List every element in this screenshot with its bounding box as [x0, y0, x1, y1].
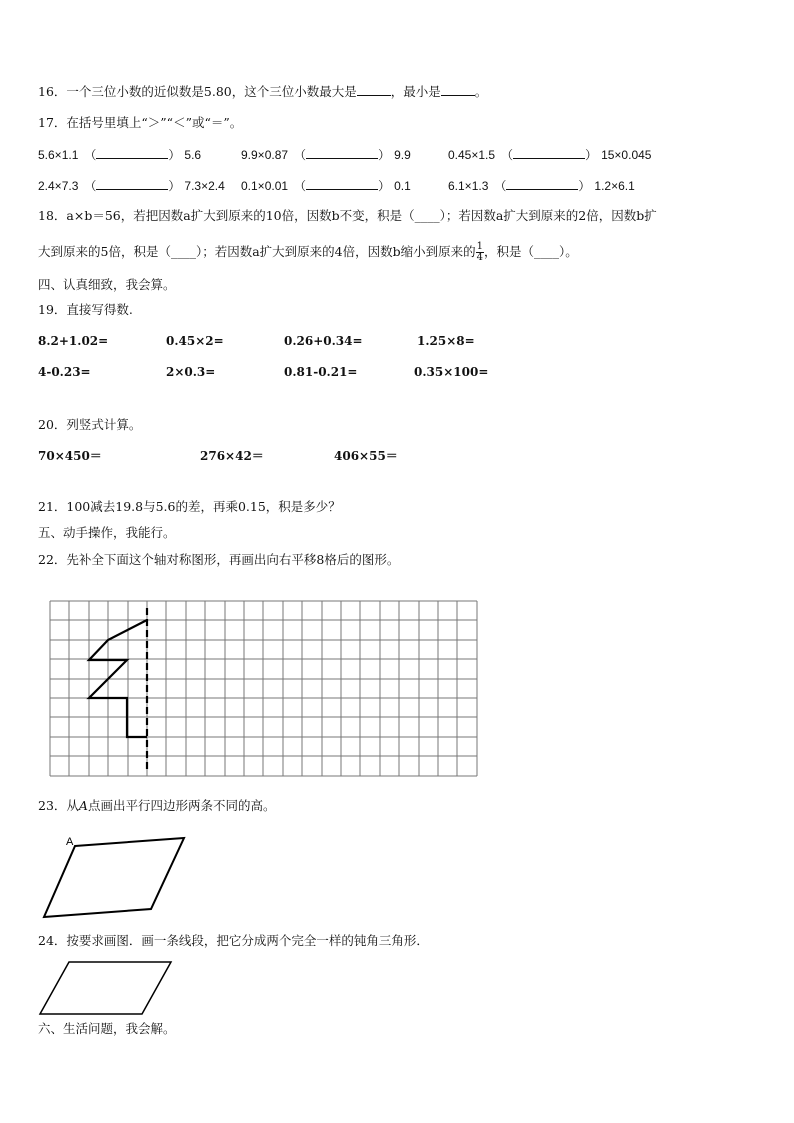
q19-item: 4-0.23=	[38, 365, 91, 379]
section-6-heading: 六、生活问题，我会解。	[38, 1021, 176, 1036]
right-expression: 0.1	[394, 179, 411, 193]
section-5-heading: 五、动手操作，我能行。	[38, 525, 176, 540]
q20-item: 406×55＝	[334, 449, 398, 463]
q19-item: 0.35×100=	[414, 365, 489, 379]
q20-item: 276×42＝	[200, 449, 264, 463]
question-24: 24．按要求画图．画一条线段，把它分成两个完全一样的钝角三角形．	[38, 933, 429, 948]
open-paren: （	[501, 148, 514, 162]
fraction-denominator: 4	[476, 252, 483, 263]
right-expression: 15×0.045	[601, 148, 652, 162]
right-expression: 9.9	[394, 148, 411, 162]
question-17-title: 17．在括号里填上“＞”“＜”或“＝”。	[38, 115, 243, 130]
q19-item: 1.25×8=	[417, 334, 475, 348]
left-expression: 0.1×0.01	[241, 179, 289, 193]
close-paren: ）	[378, 179, 391, 193]
q19-item: 0.26+0.34=	[284, 334, 363, 348]
close-paren: ）	[168, 148, 181, 162]
question-18-line1: 18．a×b＝56，若把因数a扩大到原来的10倍，因数b不变，积是（____）；若因数a扩大到原来的2倍，因数b扩	[38, 208, 657, 223]
q18-text: 大到原来的5倍，积是（____）；若因数a扩大到原来的4倍，因数b缩小到原来的	[38, 244, 476, 259]
q16-text: 。	[474, 84, 488, 99]
q19-item: 0.45×2=	[166, 334, 224, 348]
q19-item: 2×0.3=	[166, 365, 216, 379]
q23-text: 23．从	[38, 798, 79, 813]
left-expression: 5.6×1.1	[38, 148, 79, 162]
q23-text: 点画出平行四边形两条不同的高。	[87, 798, 276, 813]
close-paren: ）	[168, 179, 181, 193]
close-paren: ）	[378, 148, 391, 162]
fraction-numerator: 1	[476, 241, 483, 252]
section-4-heading: 四、认真细致，我会算。	[38, 277, 176, 292]
q19-item: 0.81-0.21=	[284, 365, 358, 379]
vertex-a-label: A	[66, 836, 74, 848]
question-19-title: 19．直接写得数.	[38, 302, 133, 317]
right-expression: 1.2×6.1	[594, 179, 635, 193]
left-expression: 6.1×1.3	[448, 179, 489, 193]
left-expression: 2.4×7.3	[38, 179, 79, 193]
question-22: 22．先补全下面这个轴对称图形，再画出向右平移8格后的图形。	[38, 552, 400, 567]
right-expression: 5.6	[184, 148, 202, 162]
right-expression: 7.3×2.4	[184, 179, 225, 193]
q16-text: ，最小是	[390, 84, 441, 99]
open-paren: （	[84, 148, 97, 162]
question-21: 21．100减去19.8与5.6的差，再乘0.15，积是多少？	[38, 499, 341, 514]
close-paren: ）	[585, 148, 598, 162]
left-expression: 9.9×0.87	[241, 148, 289, 162]
left-expression: 0.45×1.5	[448, 148, 496, 162]
open-paren: （	[294, 148, 307, 162]
q16-number: 16．	[38, 84, 67, 99]
q19-item: 8.2+1.02=	[38, 334, 109, 348]
point-a-label: A	[78, 798, 88, 813]
q16-text: 一个三位小数的近似数是5.80，这个三位小数最大是	[66, 84, 357, 99]
open-paren: （	[494, 179, 507, 193]
q18-text: ，积是（____）。	[484, 244, 578, 259]
open-paren: （	[84, 179, 97, 193]
question-20-title: 20．列竖式计算。	[38, 417, 142, 432]
open-paren: （	[294, 179, 307, 193]
parallelogram-shape	[40, 962, 171, 1014]
close-paren: ）	[578, 179, 591, 193]
q20-item: 70×450＝	[38, 449, 102, 463]
